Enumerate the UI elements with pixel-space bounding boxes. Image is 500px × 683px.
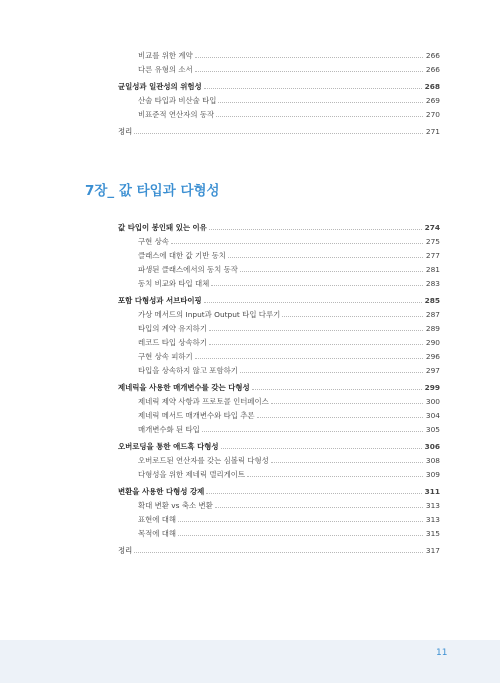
dot-leader: [204, 88, 422, 89]
toc-entry-title: 가상 메서드의 Input과 Output 타입 다루기: [138, 310, 281, 319]
toc-subsection-entry[interactable]: [138, 94, 440, 106]
toc-entry-title: 레코드 타입 상속하기: [138, 338, 207, 347]
toc-subsection-entry[interactable]: [138, 423, 440, 435]
toc-entry-title: 다른 유형의 소서: [138, 65, 193, 74]
toc-entry-title: 클래스에 대한 값 기반 동치: [138, 251, 226, 260]
toc-entry-page: 304: [425, 411, 440, 420]
toc-section-entry[interactable]: [118, 221, 440, 233]
toc-entry-page: 269: [425, 96, 440, 105]
toc-entry-title: 제네릭 메서드 매개변수와 타입 추론: [138, 411, 255, 420]
toc-entry-title: 비표준적 연산자의 동작: [138, 110, 215, 119]
toc-subsection-entry[interactable]: [138, 468, 440, 480]
toc-entry-page: 305: [425, 425, 440, 434]
toc-entry-page: 287: [425, 310, 440, 319]
toc-subsection-entry[interactable]: [138, 364, 440, 376]
dot-leader: [195, 57, 423, 58]
toc-subsection-entry[interactable]: [138, 249, 440, 261]
toc-entry-page: 274: [424, 223, 440, 232]
toc-entry-page: 309: [425, 470, 440, 479]
toc-subsection-entry[interactable]: [138, 336, 440, 348]
toc-subsection-entry[interactable]: [138, 409, 440, 421]
toc-entry-page: 313: [425, 501, 440, 510]
dot-leader: [209, 344, 423, 345]
toc-entry-title: 타입을 상속하지 않고 포함하기: [138, 366, 238, 375]
dot-leader: [271, 403, 423, 404]
dot-leader: [134, 552, 423, 553]
toc-entry-page: 299: [424, 383, 440, 392]
dot-leader: [195, 358, 423, 359]
toc-subsection-entry[interactable]: [138, 263, 440, 275]
toc-entry-page: 315: [425, 529, 440, 538]
dot-leader: [202, 431, 423, 432]
toc-entry-page: 313: [425, 515, 440, 524]
toc-entry-title: 다형성을 위한 제네릭 델리게이트: [138, 470, 246, 479]
toc-entry-page: 275: [425, 237, 440, 246]
toc-entry-page: 266: [425, 65, 440, 74]
toc-subsection-entry[interactable]: [138, 308, 440, 320]
toc-entry-page: 300: [425, 397, 440, 406]
toc-section-entry[interactable]: [118, 80, 440, 92]
footer-band: [0, 640, 500, 683]
toc-entry-page: 283: [425, 279, 440, 288]
toc-entry-title: 구현 상속: [138, 237, 169, 246]
toc-subsection-entry[interactable]: [138, 454, 440, 466]
toc-entry-page: 290: [425, 338, 440, 347]
toc-section-entry[interactable]: [118, 381, 440, 393]
dot-leader: [216, 116, 423, 117]
dot-leader: [271, 462, 423, 463]
toc-entry-page: 281: [425, 265, 440, 274]
toc-section-entry[interactable]: [118, 485, 440, 497]
dot-leader: [171, 243, 423, 244]
dot-leader: [247, 476, 423, 477]
toc-entry-title: 파생된 클래스에서의 동치 동작: [138, 265, 238, 274]
dot-leader: [215, 507, 423, 508]
dot-leader: [209, 229, 422, 230]
toc-entry-title: 오버로딩을 통한 애드혹 다형성: [118, 442, 219, 451]
toc-entry-page: 266: [425, 51, 440, 60]
toc-entry-title: 매개변수화 된 타입: [138, 425, 200, 434]
dot-leader: [211, 285, 423, 286]
dot-leader: [178, 535, 423, 536]
dot-leader: [195, 71, 423, 72]
toc-entry-title: 값 타입이 봉인돼 있는 이유: [118, 223, 207, 232]
toc-section-entry[interactable]: [118, 294, 440, 306]
toc-entry-title: 제네릭을 사용한 매개변수를 갖는 다형성: [118, 383, 250, 392]
toc-entry-page: 297: [425, 366, 440, 375]
chapter-heading: 7장_ 값 타입과 다형성: [85, 183, 220, 199]
toc-entry-title: 구현 상속 피하기: [138, 352, 193, 361]
dot-leader: [218, 102, 422, 103]
toc-subsection-entry[interactable]: [138, 108, 440, 120]
toc-entry-title: 목적에 대해: [138, 529, 177, 538]
dot-leader: [282, 316, 423, 317]
dot-leader: [240, 271, 423, 272]
toc-entry-page: 268: [424, 82, 440, 91]
dot-leader: [257, 417, 423, 418]
dot-leader: [252, 389, 422, 390]
toc-entry-page: 308: [425, 456, 440, 465]
toc-entry-page: 289: [425, 324, 440, 333]
dot-leader: [240, 372, 423, 373]
toc-entry-title: 변환을 사용한 다형성 강제: [118, 487, 205, 496]
dot-leader: [221, 448, 422, 449]
toc-summary-entry[interactable]: [118, 125, 440, 137]
toc-subsection-entry[interactable]: [138, 49, 440, 61]
toc-subsection-entry[interactable]: [138, 350, 440, 362]
toc-subsection-entry[interactable]: [138, 63, 440, 75]
toc-subsection-entry[interactable]: [138, 527, 440, 539]
toc-entry-title: 균일성과 일관성의 위험성: [118, 82, 202, 91]
toc-entry-title: 제네릭 제약 사항과 프로토콜 인터페이스: [138, 397, 269, 406]
toc-subsection-entry[interactable]: [138, 499, 440, 511]
toc-entry-title: 비교를 위한 계약: [138, 51, 193, 60]
toc-entry-page: 311: [424, 487, 440, 496]
toc-entry-page: 296: [425, 352, 440, 361]
toc-entry-title: 오버로드된 연산자를 갖는 심볼릭 다형성: [138, 456, 269, 465]
toc-entry-title: 확대 변환 vs 축소 변환: [138, 501, 213, 510]
toc-subsection-entry[interactable]: [138, 235, 440, 247]
toc-entry-title: 타입의 계약 유지하기: [138, 324, 207, 333]
dot-leader: [228, 257, 423, 258]
toc-subsection-entry[interactable]: [138, 395, 440, 407]
page-number: 11: [436, 648, 448, 658]
toc-entry-title: 산술 타입과 비산술 타입: [138, 96, 217, 105]
dot-leader: [209, 330, 423, 331]
dot-leader: [206, 493, 421, 494]
toc-entry-page: 271: [425, 127, 440, 136]
toc-subsection-entry[interactable]: [138, 277, 440, 289]
toc-entry-page: 306: [424, 442, 440, 451]
toc-entry-title: 정리: [118, 546, 133, 555]
toc-subsection-entry[interactable]: [138, 513, 440, 525]
toc-entry-page: 270: [425, 110, 440, 119]
dot-leader: [178, 521, 423, 522]
toc-section-entry[interactable]: [118, 440, 440, 452]
toc-entry-title: 동치 비교와 타입 대체: [138, 279, 210, 288]
dot-leader: [134, 133, 423, 134]
toc-entry-title: 포함 다형성과 서브타이핑: [118, 296, 202, 305]
toc-summary-entry[interactable]: [118, 544, 440, 556]
toc-entry-page: 317: [425, 546, 440, 555]
toc-entry-page: 285: [424, 296, 440, 305]
toc-subsection-entry[interactable]: [138, 322, 440, 334]
toc-entry-title: 정리: [118, 127, 133, 136]
dot-leader: [204, 302, 422, 303]
toc-entry-title: 표현에 대해: [138, 515, 177, 524]
toc-entry-page: 277: [425, 251, 440, 260]
